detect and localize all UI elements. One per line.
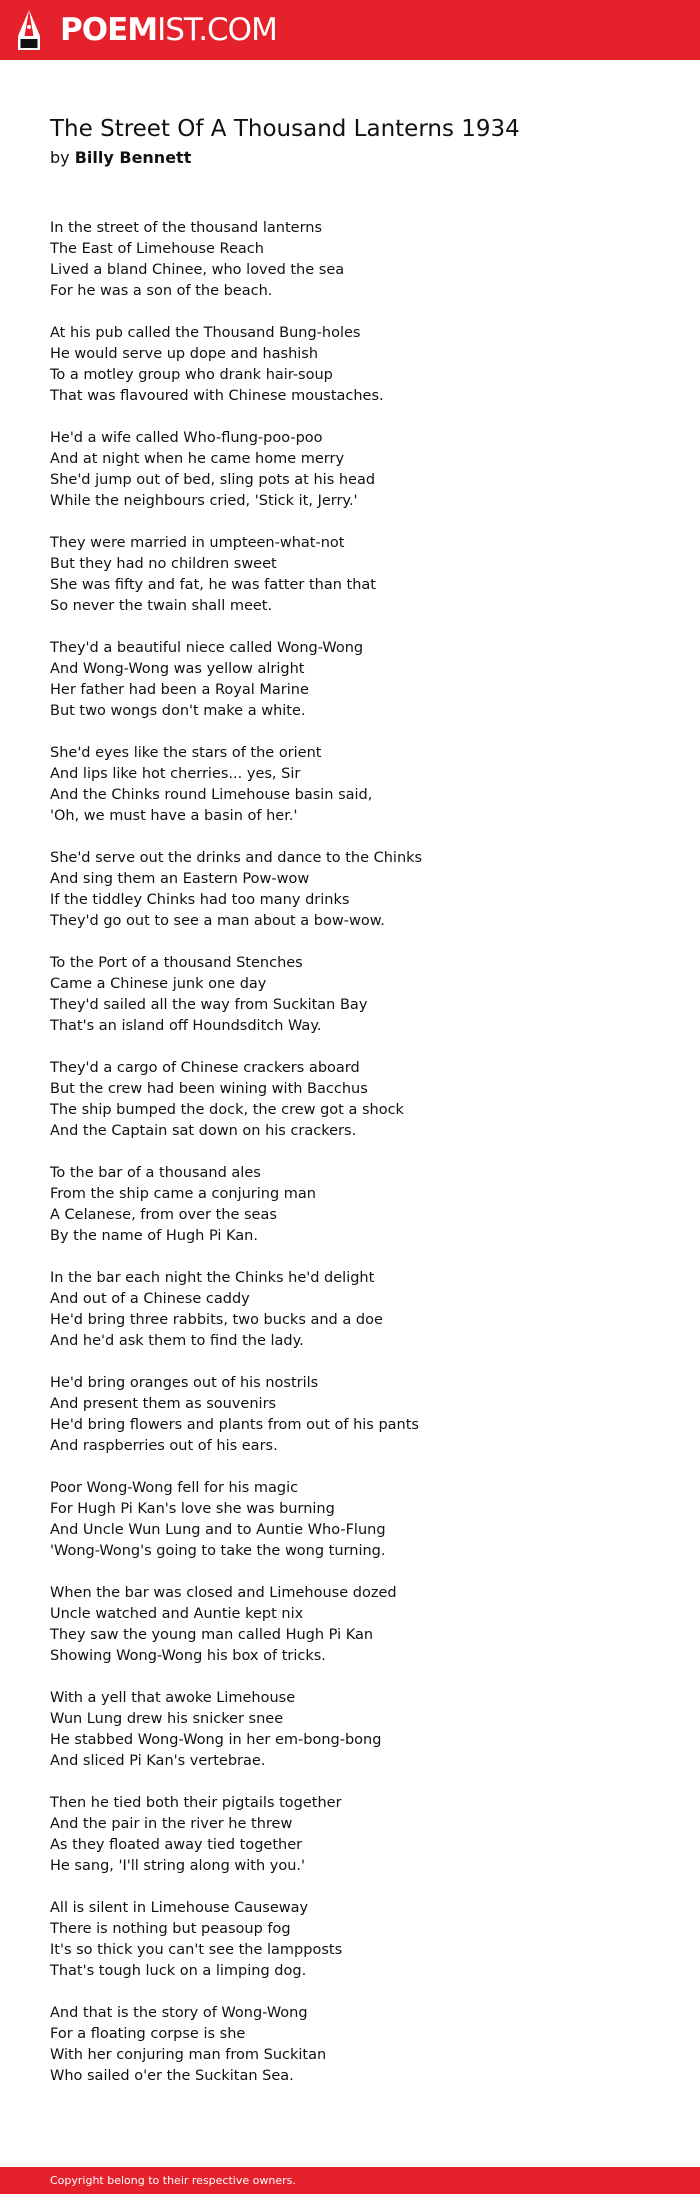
poem-line: They saw the young man called Hugh Pi Kan (50, 1627, 374, 1643)
poem-line: And Wong-Wong was yellow alright (50, 661, 305, 677)
poem-line: In the street of the thousand lanterns (50, 220, 323, 236)
poem-line: Showing Wong-Wong his box of tricks. (50, 1648, 326, 1664)
poem-line: And Uncle Wun Lung and to Auntie Who-Flung (50, 1522, 386, 1538)
poem-line: To a motley group who drank hair-soup (50, 367, 333, 383)
poem-line: Came a Chinese junk one day (50, 976, 267, 992)
poem-line: He'd bring three rabbits, two bucks and a doe (50, 1312, 383, 1328)
poem-line: And he'd ask them to find the lady. (50, 1333, 304, 1349)
poem-line: But two wongs don't make a white. (50, 703, 306, 719)
poem-line: And sing them an Eastern Pow-wow (50, 871, 310, 887)
poem-line: And lips like hot cherries... yes, Sir (50, 766, 301, 782)
poem-line: All is silent in Limehouse Causeway (50, 1900, 309, 1916)
stanza (50, 1268, 650, 1352)
poem-line: Who sailed o'er the Suckitan Sea. (50, 2068, 294, 2084)
poem-line: They were married in umpteen-what-not (50, 535, 345, 551)
poem-line: That was flavoured with Chinese moustaches. (50, 388, 384, 404)
stanza (50, 533, 650, 617)
poem-line: Her father had been a Royal Marine (50, 682, 309, 698)
poem-line: He sang, 'I'll string along with you.' (50, 1858, 306, 1874)
stanza (50, 218, 650, 302)
stanza (50, 953, 650, 1037)
poem-line: If the tiddley Chinks had too many drinks (50, 892, 350, 908)
poem-line: Poor Wong-Wong fell for his magic (50, 1480, 299, 1496)
stanza (50, 638, 650, 722)
poem-line: They'd a beautiful niece called Wong-Wong (50, 640, 364, 656)
poem-line: By the name of Hugh Pi Kan. (50, 1228, 258, 1244)
by-label: by (50, 148, 70, 167)
poem-line: But the crew had been wining with Bacchus (50, 1081, 368, 1097)
poem-line: Then he tied both their pigtails together (50, 1795, 342, 1811)
poem-line: That's an island off Houndsditch Way. (50, 1018, 322, 1034)
stanza (50, 1793, 650, 1877)
poem-line: 'Wong-Wong's going to take the wong turning. (50, 1543, 386, 1559)
poem-line: She'd jump out of bed, sling pots at his head (50, 472, 376, 488)
poem-line: A Celanese, from over the seas (50, 1207, 277, 1223)
site-logo[interactable] (60, 10, 277, 50)
byline (50, 148, 191, 167)
poem-line: Uncle watched and Auntie kept nix (50, 1606, 304, 1622)
poem-line: She'd eyes like the stars of the orient (50, 745, 322, 761)
poem-line: To the bar of a thousand ales (50, 1165, 261, 1181)
poem-line: He'd a wife called Who-flung-poo-poo (50, 430, 323, 446)
poem-line: In the bar each night the Chinks he'd delight (50, 1270, 375, 1286)
poem-line: And at night when he came home merry (50, 451, 345, 467)
poem-line: Lived a bland Chinee, who loved the sea (50, 262, 345, 278)
poem-line: Wun Lung drew his snicker snee (50, 1711, 284, 1727)
poem-line: And sliced Pi Kan's vertebrae. (50, 1753, 266, 1769)
stanza (50, 848, 650, 932)
stanza (50, 1478, 650, 1562)
poem-line: That's tough luck on a limping dog. (50, 1963, 307, 1979)
author-name[interactable]: Billy Bennett (74, 148, 192, 167)
poem-line: There is nothing but peasoup fog (50, 1921, 291, 1937)
stanza (50, 1058, 650, 1142)
poem-line: 'Oh, we must have a basin of her.' (50, 808, 298, 824)
poem-line: To the Port of a thousand Stenches (50, 955, 303, 971)
stanza (50, 1583, 650, 1667)
poem-line: When the bar was closed and Limehouse dozed (50, 1585, 397, 1601)
stanza (50, 743, 650, 827)
stanza (50, 1373, 650, 1457)
poem-line: As they floated away tied together (50, 1837, 303, 1853)
poem-line: And that is the story of Wong-Wong (50, 2005, 308, 2021)
copyright-text: Copyright belong to their respective owners. (50, 2174, 296, 2187)
stanza (50, 2003, 650, 2087)
poem-line: He stabbed Wong-Wong in her em-bong-bong (50, 1732, 382, 1748)
poem-line: And out of a Chinese caddy (50, 1291, 250, 1307)
poem-line: And the Captain sat down on his crackers. (50, 1123, 357, 1139)
brand-light: IST.COM (157, 12, 277, 48)
poem-body (50, 218, 650, 2108)
poem-line: The East of Limehouse Reach (50, 241, 264, 257)
poem-line: And present them as souvenirs (50, 1396, 277, 1412)
site-footer (0, 2167, 700, 2194)
poem-line: The ship bumped the dock, the crew got a shock (50, 1102, 404, 1118)
poem-title: The Street Of A Thousand Lanterns 1934 (50, 116, 520, 142)
poem-line: And the pair in the river he threw (50, 1816, 293, 1832)
poem-line: She was fifty and fat, he was fatter than that (50, 577, 376, 593)
stanza (50, 1898, 650, 1982)
poem-line: While the neighbours cried, 'Stick it, Jerry.' (50, 493, 358, 509)
poem-line: They'd sailed all the way from Suckitan Bay (50, 997, 368, 1013)
stanza (50, 323, 650, 407)
poem-line: For Hugh Pi Kan's love she was burning (50, 1501, 335, 1517)
brand-bold: POEM (60, 12, 158, 48)
poem-line: For a floating corpse is she (50, 2026, 246, 2042)
poem-line: They'd go out to see a man about a bow-wow. (50, 913, 385, 929)
poem-line: They'd a cargo of Chinese crackers aboard (50, 1060, 360, 1076)
stanza (50, 1688, 650, 1772)
poem-line: It's so thick you can't see the lampposts (50, 1942, 343, 1958)
poem-line: And the Chinks round Limehouse basin said, (50, 787, 373, 803)
poem-line: She'd serve out the drinks and dance to the Chinks (50, 850, 423, 866)
poem-line: And raspberries out of his ears. (50, 1438, 278, 1454)
poem-line: But they had no children sweet (50, 556, 277, 572)
stanza (50, 428, 650, 512)
stanza (50, 1163, 650, 1247)
poem-line: He would serve up dope and hashish (50, 346, 319, 362)
poem-line: He'd bring flowers and plants from out of his pants (50, 1417, 419, 1433)
poem-line: With her conjuring man from Suckitan (50, 2047, 327, 2063)
pen-nib-icon[interactable] (14, 9, 44, 53)
poem-line: For he was a son of the beach. (50, 283, 273, 299)
poem-line: With a yell that awoke Limehouse (50, 1690, 296, 1706)
poem-line: From the ship came a conjuring man (50, 1186, 316, 1202)
poem-line: He'd bring oranges out of his nostrils (50, 1375, 319, 1391)
poem-line: At his pub called the Thousand Bung-holes (50, 325, 361, 341)
site-header (0, 0, 700, 60)
poem-line: So never the twain shall meet. (50, 598, 273, 614)
